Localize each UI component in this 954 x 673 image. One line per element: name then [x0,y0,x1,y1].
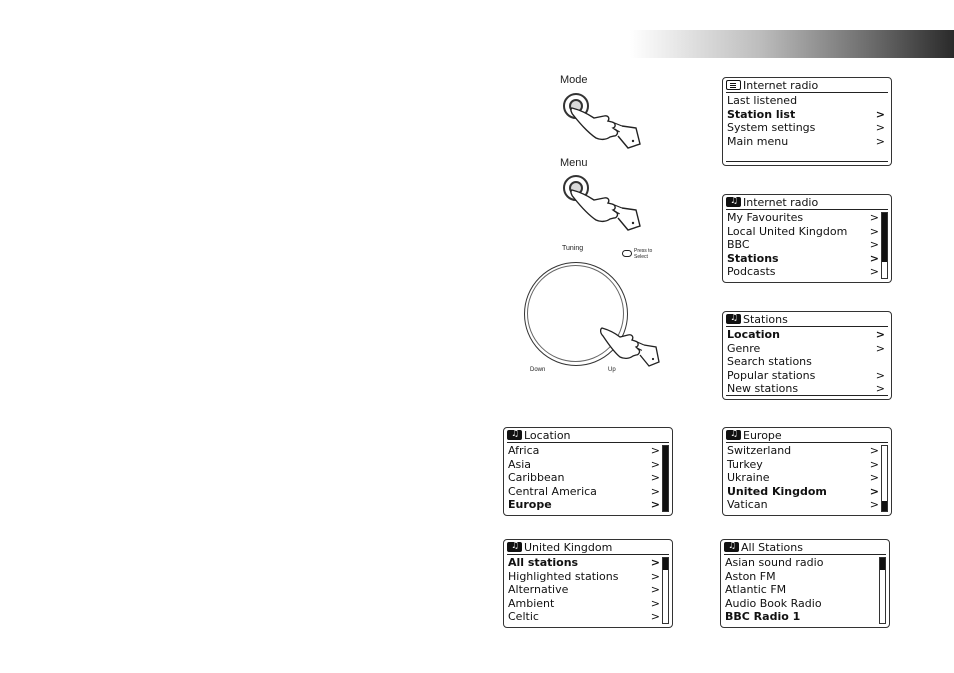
chevron-right-icon: > [875,134,885,148]
folder-icon [726,430,741,440]
scrollbar[interactable] [662,445,669,512]
chevron-right-icon: > [650,457,660,471]
menu-item[interactable]: Main menu > [727,134,885,148]
folder-icon [724,542,739,552]
chevron-right-icon: > [869,211,879,224]
menu-label: Menu [560,157,588,169]
lcd-screen-internet-radio-list [722,194,892,283]
menu-item[interactable]: Genre > [727,341,885,355]
scrollbar[interactable] [881,212,888,279]
station-item[interactable]: Audio Book Radio [725,596,822,610]
menu-item[interactable]: My Favourites > [727,211,879,224]
lcd-screen-all-stations [720,539,890,628]
screen-title-text: Internet radio [743,196,819,209]
menu-item[interactable]: Search stations [727,355,812,368]
chevron-right-icon: > [875,382,885,395]
menu-item[interactable]: Caribbean > [508,471,660,484]
divider [726,161,888,163]
scrollbar[interactable] [881,445,888,512]
screen-title [726,429,888,443]
menu-item[interactable]: Vatican > [727,498,879,511]
screen-title [726,196,888,210]
screen-title [724,541,886,555]
scrollbar-thumb[interactable] [880,558,885,570]
menu-item[interactable]: Popular stations > [727,368,885,382]
scrollbar-thumb[interactable] [882,213,887,262]
chevron-right-icon: > [650,556,660,569]
chevron-right-icon: > [869,484,879,498]
menu-item[interactable]: Local United Kingdom > [727,224,879,238]
header-gradient-bar [630,30,954,58]
menu-item[interactable]: Last listened [727,94,798,107]
chevron-right-icon: > [869,224,879,238]
up-label: Up [608,367,616,373]
chevron-right-icon: > [650,484,660,498]
chevron-right-icon: > [869,498,879,511]
station-item[interactable]: Asian sound radio [725,556,824,569]
station-item[interactable]: Aston FM [725,569,776,583]
chevron-right-icon: > [869,251,879,265]
scrollbar[interactable] [662,557,669,624]
screen-title-text: Internet radio [743,79,819,92]
menu-item[interactable]: Turkey > [727,457,879,471]
menu-item[interactable]: Switzerland > [727,444,879,457]
chevron-right-icon: > [869,471,879,484]
screen-title-text: United Kingdom [524,541,613,554]
scrollbar-thumb[interactable] [882,501,887,511]
chevron-right-icon: > [650,569,660,583]
list-icon [726,80,741,90]
chevron-right-icon: > [869,444,879,457]
divider [726,395,888,397]
menu-item-selected[interactable]: All stations > [508,556,660,569]
menu-item-selected[interactable]: Stations > [727,251,879,265]
mode-label: Mode [560,74,588,86]
hand-pointer-icon [570,96,644,152]
lcd-screen-united-kingdom [503,539,673,628]
chevron-right-icon: > [650,471,660,484]
screen-title [507,541,669,555]
menu-item[interactable]: Celtic > [508,610,660,623]
screen-title [726,79,888,93]
menu-item[interactable]: Ukraine > [727,471,879,484]
menu-item[interactable]: Africa > [508,444,660,457]
chevron-right-icon: > [869,457,879,471]
lcd-screen-europe [722,427,892,516]
menu-item[interactable]: Asia > [508,457,660,471]
menu-item-selected[interactable]: Station list > [727,107,885,121]
chevron-right-icon: > [869,238,879,251]
tuning-label: Tuning [562,245,584,252]
chevron-right-icon: > [875,107,885,121]
menu-item[interactable]: System settings > [727,121,885,134]
hand-pointer-icon [570,178,644,234]
screen-title [726,313,888,327]
menu-item[interactable]: Podcasts > [727,265,879,278]
press-select-icon [622,250,632,257]
screen-title-text: All Stations [741,541,803,554]
chevron-right-icon: > [875,368,885,382]
station-item[interactable]: Atlantic FM [725,583,787,596]
menu-item-selected[interactable]: United Kingdom > [727,484,879,498]
menu-item[interactable]: BBC > [727,238,879,251]
scrollbar[interactable] [879,557,886,624]
down-label: Down [530,367,546,373]
folder-icon [726,197,741,207]
menu-item[interactable]: Central America > [508,484,660,498]
lcd-screen-stations [722,311,892,400]
chevron-right-icon: > [875,121,885,134]
screen-title-text: Europe [743,429,782,442]
menu-item[interactable]: Ambient > [508,596,660,610]
folder-icon [726,314,741,324]
menu-item[interactable]: New stations > [727,382,885,395]
scrollbar-thumb[interactable] [663,446,668,511]
chevron-right-icon: > [869,265,879,278]
chevron-right-icon: > [650,610,660,623]
menu-item-selected[interactable]: Location > [727,328,885,341]
screen-title-text: Stations [743,313,788,326]
chevron-right-icon: > [875,328,885,341]
chevron-right-icon: > [650,498,660,511]
lcd-screen-internet-radio-menu [722,77,892,166]
scrollbar-thumb[interactable] [663,558,668,570]
chevron-right-icon: > [650,596,660,610]
station-item-selected[interactable]: BBC Radio 1 [725,610,801,623]
folder-icon [507,430,522,440]
lcd-screen-location [503,427,673,516]
screen-title-text: Location [524,429,571,442]
menu-item-selected[interactable]: Europe > [508,498,660,511]
chevron-right-icon: > [875,341,885,355]
press-to-select-label: Press to Select [634,248,653,260]
menu-item[interactable]: Alternative > [508,583,660,596]
screen-title [507,429,669,443]
menu-item[interactable]: Highlighted stations > [508,569,660,583]
chevron-right-icon: > [650,583,660,596]
folder-icon [507,542,522,552]
chevron-right-icon: > [650,444,660,457]
hand-pointer-icon [600,318,662,370]
